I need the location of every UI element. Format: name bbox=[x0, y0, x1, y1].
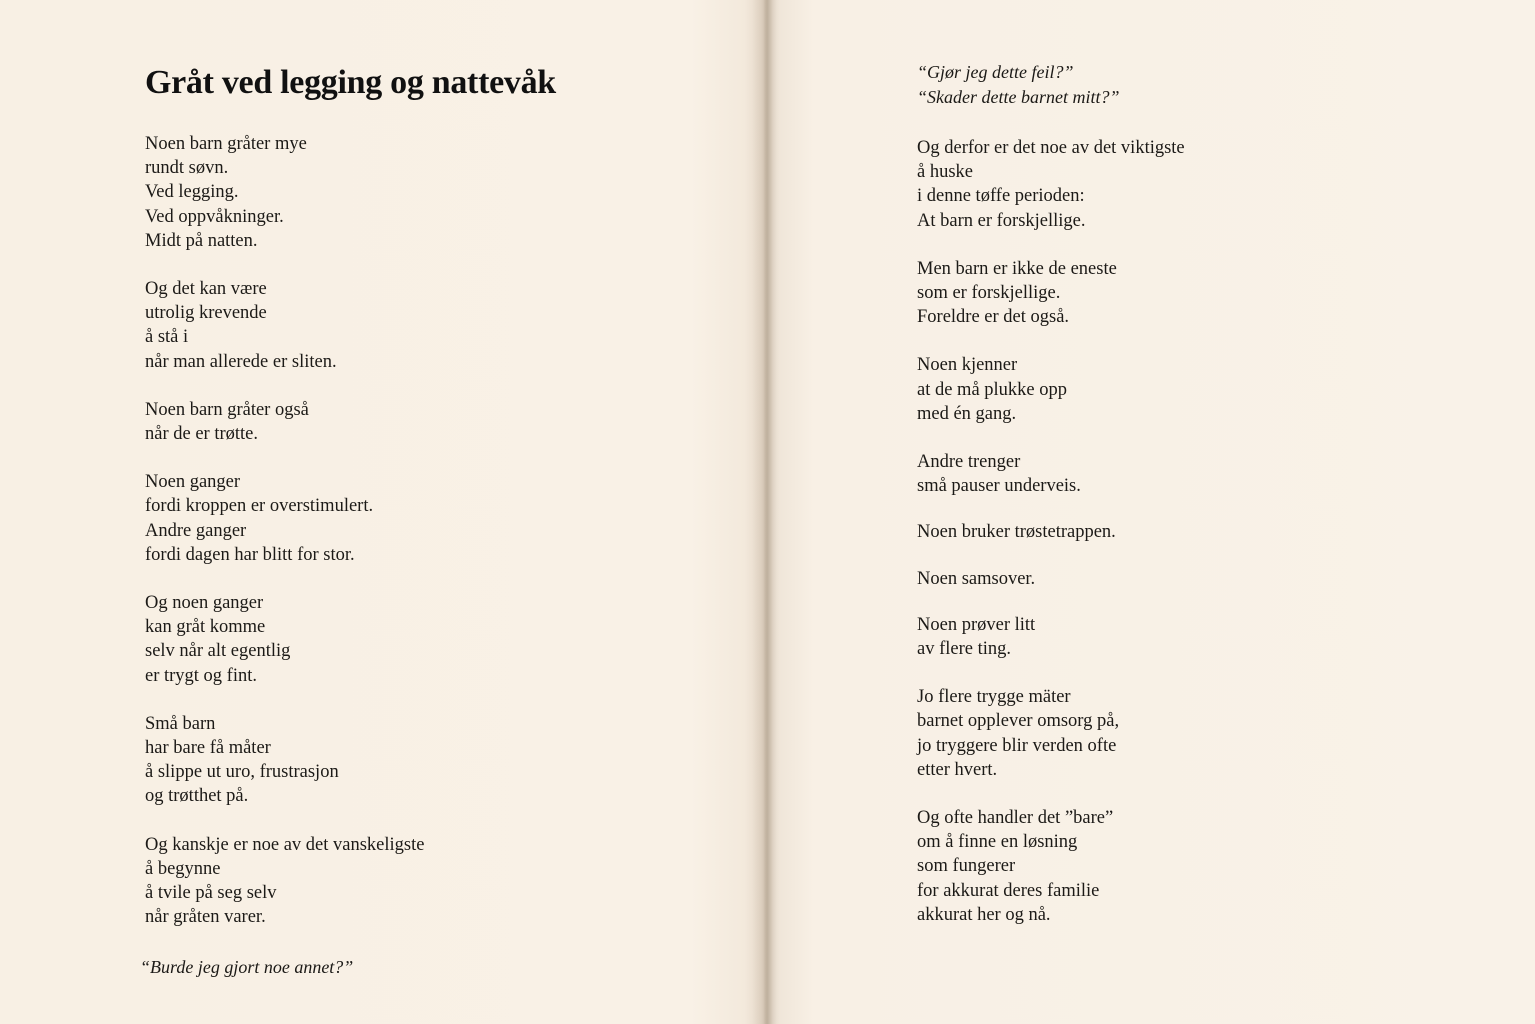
text-line: Foreldre er det også. bbox=[917, 307, 1070, 328]
text-line: Og det kan være bbox=[145, 279, 267, 300]
text-line: å tvile på seg selv bbox=[145, 883, 277, 904]
text-line: Noen prøver litt bbox=[917, 614, 1036, 635]
stanza bbox=[145, 132, 424, 253]
text-line: som er forskjellige. bbox=[917, 283, 1061, 304]
stanza bbox=[917, 806, 1185, 927]
text-line: har bare få måter bbox=[145, 738, 271, 759]
stanza bbox=[917, 450, 1185, 498]
text-line: å huske bbox=[917, 162, 973, 183]
stanza bbox=[145, 591, 424, 688]
text-line: rundt søvn. bbox=[145, 158, 229, 179]
text-line: fordi dagen har blitt for stor. bbox=[145, 544, 355, 565]
stanza bbox=[145, 398, 424, 446]
opening-quotes bbox=[917, 60, 1119, 110]
text-line: Noen kjenner bbox=[917, 355, 1018, 376]
stanza bbox=[917, 613, 1185, 661]
stanza bbox=[917, 136, 1185, 233]
text-line: Ved oppvåkninger. bbox=[145, 206, 284, 227]
quote-line: “Gjør jeg dette feil?” bbox=[917, 62, 1074, 82]
text-line: små pauser underveis. bbox=[917, 476, 1081, 497]
text-line: når gråten varer. bbox=[145, 907, 266, 928]
text-line: Og noen ganger bbox=[145, 593, 264, 614]
stanza bbox=[917, 353, 1185, 426]
text-line: for akkurat deres familie bbox=[917, 880, 1100, 901]
left-page bbox=[0, 0, 765, 1024]
text-line: å begynne bbox=[145, 858, 221, 879]
text-line: i denne tøffe perioden: bbox=[917, 186, 1085, 207]
text-line: Noen samsover. bbox=[917, 568, 1036, 589]
text-line: fordi kroppen er overstimulert. bbox=[145, 496, 374, 517]
page-title: Gråt ved legging og nattevåk bbox=[145, 64, 556, 101]
right-body-text bbox=[917, 136, 1185, 951]
left-body-text bbox=[145, 132, 424, 953]
text-line: som fungerer bbox=[917, 856, 1016, 877]
text-line: jo tryggere blir verden ofte bbox=[917, 735, 1117, 756]
text-line: å slippe ut uro, frustrasjon bbox=[145, 762, 339, 783]
text-line: er trygt og fint. bbox=[145, 665, 258, 686]
text-line: Midt på natten. bbox=[145, 230, 258, 251]
right-page bbox=[765, 0, 1535, 1024]
text-line: Andre ganger bbox=[145, 520, 247, 541]
text-line: av flere ting. bbox=[917, 639, 1011, 660]
text-line: Og kanskje er noe av det vanskeligste bbox=[145, 834, 425, 855]
text-line: Jo flere trygge mäter bbox=[917, 687, 1071, 708]
stanza bbox=[145, 470, 424, 567]
text-line: med én gang. bbox=[917, 403, 1017, 424]
text-line: at de må plukke opp bbox=[917, 379, 1068, 400]
text-line: utrolig krevende bbox=[145, 303, 267, 324]
text-line: når de er trøtte. bbox=[145, 424, 258, 445]
text-line: Små barn bbox=[145, 713, 216, 734]
text-line: Noen ganger bbox=[145, 472, 241, 493]
text-line: kan gråt komme bbox=[145, 617, 266, 638]
text-line: akkurat her og nå. bbox=[917, 904, 1051, 925]
text-line: At barn er forskjellige. bbox=[917, 210, 1086, 231]
stanza bbox=[917, 567, 1185, 591]
stanza bbox=[145, 712, 424, 809]
quote-line: “Skader dette barnet mitt?” bbox=[917, 87, 1120, 107]
text-line: Andre trenger bbox=[917, 452, 1021, 473]
closing-quote: “Burde jeg gjort noe annet?” bbox=[140, 957, 354, 977]
stanza bbox=[917, 257, 1185, 330]
text-line: om å finne en løsning bbox=[917, 832, 1078, 853]
text-line: etter hvert. bbox=[917, 759, 998, 780]
text-line: Og ofte handler det ”bare” bbox=[917, 808, 1114, 829]
text-line: Noen bruker trøstetrappen. bbox=[917, 522, 1116, 543]
text-line: Men barn er ikke de eneste bbox=[917, 258, 1117, 279]
text-line: når man allerede er sliten. bbox=[145, 351, 337, 372]
text-line: Og derfor er det noe av det viktigste bbox=[917, 138, 1185, 158]
text-line: Noen barn gråter også bbox=[145, 399, 309, 420]
stanza bbox=[917, 520, 1185, 544]
stanza bbox=[145, 277, 424, 374]
text-line: og trøtthet på. bbox=[145, 786, 249, 807]
text-line: Noen barn gråter mye bbox=[145, 134, 307, 154]
text-line: barnet opplever omsorg på, bbox=[917, 711, 1120, 732]
text-line: Ved legging. bbox=[145, 182, 239, 203]
text-line: selv når alt egentlig bbox=[145, 641, 291, 662]
stanza bbox=[145, 833, 424, 930]
stanza bbox=[917, 685, 1185, 782]
text-line: å stå i bbox=[145, 327, 189, 348]
